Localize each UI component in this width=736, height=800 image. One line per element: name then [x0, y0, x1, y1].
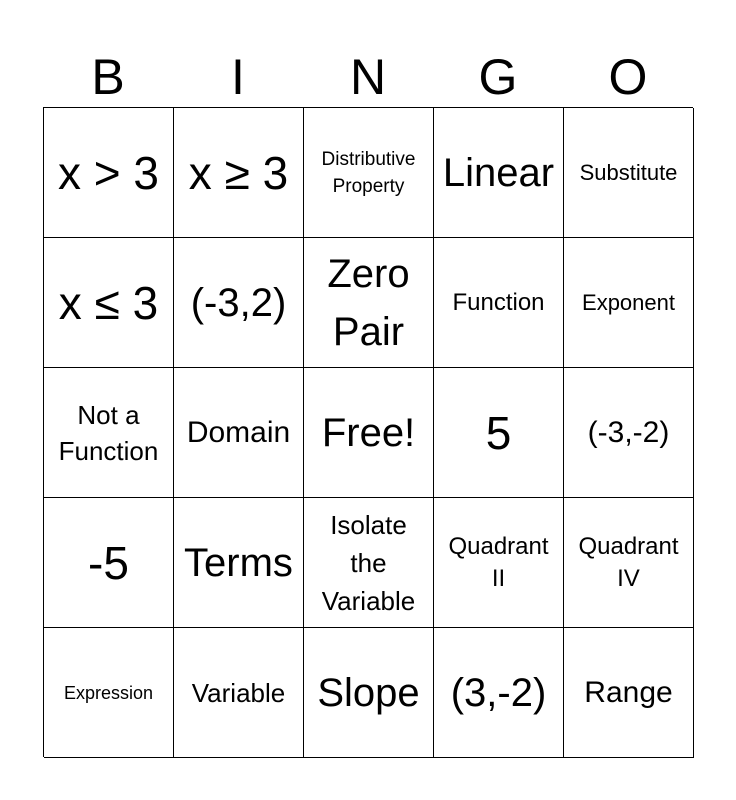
bingo-cell-r1-c1[interactable]	[44, 108, 174, 238]
header-letter-i: I	[231, 49, 245, 105]
header-letter-o: O	[608, 49, 648, 105]
bingo-cell-r3-c1[interactable]	[44, 368, 174, 498]
cell-text: Zero Pair	[327, 251, 410, 354]
cell-text: -5	[88, 536, 129, 589]
bingo-cell-r2-c4[interactable]	[434, 238, 564, 368]
bingo-cell-r2-c1[interactable]	[44, 238, 174, 368]
cell-text: Substitute	[579, 159, 678, 185]
cell-text: Linear	[442, 150, 555, 195]
cell-text: x > 3	[57, 146, 159, 199]
bingo-cell-r3-c2[interactable]	[174, 368, 304, 498]
cell-text: Quadrant II	[448, 532, 549, 592]
bingo-cell-r1-c3[interactable]	[304, 108, 434, 238]
cell-text: Variable	[191, 677, 286, 708]
bingo-cell-r4-c4[interactable]	[434, 498, 564, 628]
bingo-cell-r4-c5[interactable]	[564, 498, 694, 628]
cell-text: (3,-2)	[450, 670, 547, 715]
bingo-board	[43, 107, 693, 757]
bingo-cell-r1-c5[interactable]	[564, 108, 694, 238]
cell-text: (-3,2)	[190, 280, 287, 325]
bingo-cell-r4-c2[interactable]	[174, 498, 304, 628]
bingo-cell-r3-c5[interactable]	[564, 368, 694, 498]
bingo-cell-r2-c2[interactable]	[174, 238, 304, 368]
cell-text: Isolate the Variable	[321, 509, 416, 616]
cell-text: Function	[452, 288, 545, 316]
header-letter-g: G	[478, 49, 518, 105]
bingo-cell-r3-c4[interactable]	[434, 368, 564, 498]
bingo-cell-r5-c5[interactable]	[564, 628, 694, 758]
bingo-cell-r4-c1[interactable]	[44, 498, 174, 628]
header-letter-b: B	[91, 49, 125, 105]
bingo-cell-r4-c3[interactable]	[304, 498, 434, 628]
cell-text: Free!	[321, 410, 416, 455]
cell-text: x ≥ 3	[188, 146, 289, 199]
cell-text: Exponent	[582, 289, 675, 315]
cell-text: Quadrant IV	[578, 532, 679, 592]
bingo-cell-r3-c3[interactable]	[304, 368, 434, 498]
bingo-cell-r1-c2[interactable]	[174, 108, 304, 238]
cell-text: 5	[485, 406, 512, 459]
bingo-cell-r1-c4[interactable]	[434, 108, 564, 238]
cell-text: Range	[584, 675, 673, 709]
header-letter-n: N	[349, 49, 387, 105]
cell-text: Expression	[63, 682, 154, 703]
bingo-header	[43, 46, 693, 108]
bingo-cell-r5-c4[interactable]	[434, 628, 564, 758]
bingo-cell-r5-c1[interactable]	[44, 628, 174, 758]
cell-text: Terms	[184, 540, 293, 585]
cell-text: Domain	[186, 415, 291, 449]
bingo-cell-r5-c2[interactable]	[174, 628, 304, 758]
cell-text: Slope	[317, 670, 420, 715]
bingo-cell-r5-c3[interactable]	[304, 628, 434, 758]
cell-text: Distributive Property	[321, 148, 416, 197]
bingo-cell-r2-c5[interactable]	[564, 238, 694, 368]
bingo-cell-r2-c3[interactable]	[304, 238, 434, 368]
cell-text: Not a Function	[58, 399, 159, 466]
cell-text: x ≤ 3	[58, 276, 159, 329]
cell-text: (-3,-2)	[587, 415, 670, 449]
